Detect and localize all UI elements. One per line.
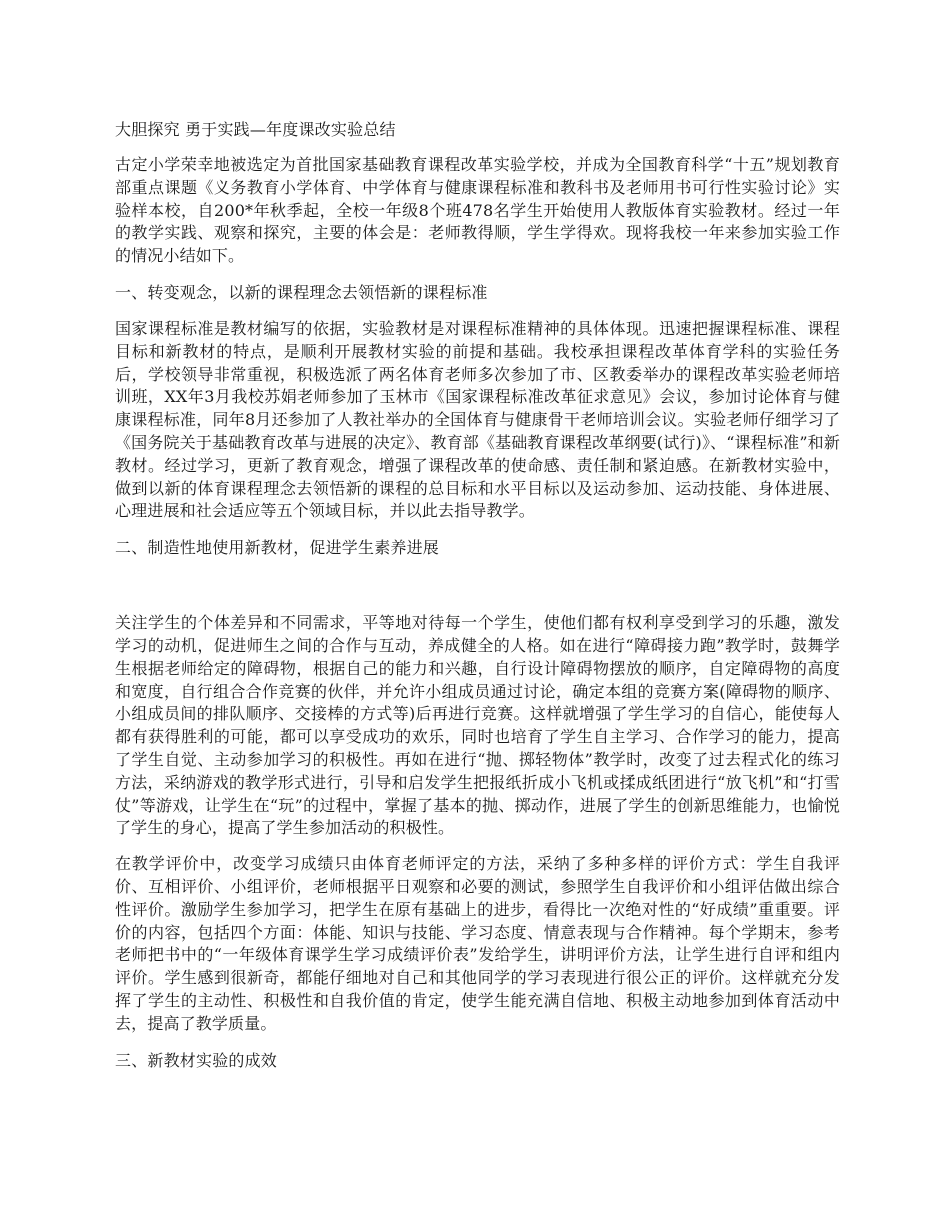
section1-paragraph: 国家课程标准是教材编写的依据，实验教材是对课程标准精神的具体体现。迅速把握课程标准、课程目标和新教材的特点，是顺利开展教材实验的前提和基础。我校承担课程改革体育学科的实验任务后，学校领导非常重视，积极选派了两名体育老师多次参加了市、区教委举办的课程改革实验老师培训班，XX年3月我校苏娟老师参加了玉林市《国家课程标准改革征求意见》会议，参加讨论体育与健康课程标准，同年8月还参加了人教社举办的全国体育与健康骨干老师培训会议。实验老师仔细学习了《国务院关于基础教育改革与进展的决定》、教育部《基础教育课程改革纲要(试行)》、“课程标准”和新教材。经过学习，更新了教育观念，增强了课程改革的使命感、责任制和紧迫感。在新教材实验中，做到以新的体育课程理念去领悟新的课程的总目标和水平目标以及运动参加、运动技能、身体进展、心理进展和社会适应等五个领域目标，并以此去指导教学。 — [115, 318, 840, 521]
section2-heading: 二、制造性地使用新教材，促进学生素养进展 — [115, 538, 440, 558]
section2-paragraph-1: 关注学生的个体差异和不同需求，平等地对待每一个学生，使他们都有权利享受到学习的乐趣，激发学习的动机，促进师生之间的合作与互动，养成健全的人格。如在进行“障碍接力跑”教学时，鼓舞学生根据老师给定的障碍物，根据自己的能力和兴趣，自行设计障碍物摆放的顺序，自定障碍物的高度和宽度，自行组合合作竞赛的伙伴，并允许小组成员通过讨论，确定本组的竞赛方案(障碍物的顺序、小组成员间的排队顺序、交接棒的方式等)后再进行竞赛。这样就增强了学生学习的自信心，能使每人都有获得胜利的可能，都可以享受成功的欢乐，同时也培育了学生自主学习、合作学习的能力，提高了学生自觉、主动参加学习的积极性。再如在进行“抛、掷轻物体”教学时，改变了过去程式化的练习方法，采纳游戏的教学形式进行，引导和启发学生把报纸折成小飞机或揉成纸团进行“放飞机”和“打雪仗”等游戏，让学生在“玩”的过程中，掌握了基本的抛、掷动作，进展了学生的创新思维能力，也愉悦了学生的身心，提高了学生参加活动的积极性。 — [115, 613, 840, 838]
document-page — [115, 118, 840, 1073]
document-title: 大胆探究 勇于实践—年度课改实验总结 — [115, 120, 396, 139]
section2-paragraph-2: 在教学评价中，改变学习成绩只由体育老师评定的方法，采纳了多种多样的评价方式：学生自我评价、互相评价、小组评价，老师根据平日观察和必要的测试，参照学生自我评价和小组评估做出综合性评价。激励学生参加学习，把学生在原有基础上的进步，看得比一次绝对性的“好成绩”重重要。评价的内容，包括四个方面：体能、知识与技能、学习态度、情意表现与合作精神。每个学期末，参考老师把书中的“一年级体育课学生学习成绩评价表”发给学生，讲明评价方法，让学生进行自评和组内评价。学生感到很新奇，都能仔细地对自己和其他同学的学习表现进行很公正的评价。这样就充分发挥了学生的主动性、积极性和自我价值的肯定，使学生能充满自信地、积极主动地参加到体育活动中去，提高了教学质量。 — [115, 854, 840, 1033]
section1-heading: 一、转变观念，以新的课程理念去领悟新的课程标准 — [115, 282, 488, 302]
section3-heading: 三、新教材实验的成效 — [115, 1050, 278, 1070]
intro-paragraph: 古定小学荣幸地被选定为首批国家基础教育课程改革实验学校，并成为全国教育科学“十五”规划教育部重点课题《义务教育小学体育、中学体育与健康课程标准和教科书及老师用书可行性实验讨论》实验样本校，自200*年秋季起，全校一年级8个班478名学生开始使用人教版体育实验教材。经过一年的教学实践、观察和探究，主要的体会是：老师教得顺，学生学得欢。现将我校一年来参加实验工作的情况小结如下。 — [115, 155, 840, 266]
